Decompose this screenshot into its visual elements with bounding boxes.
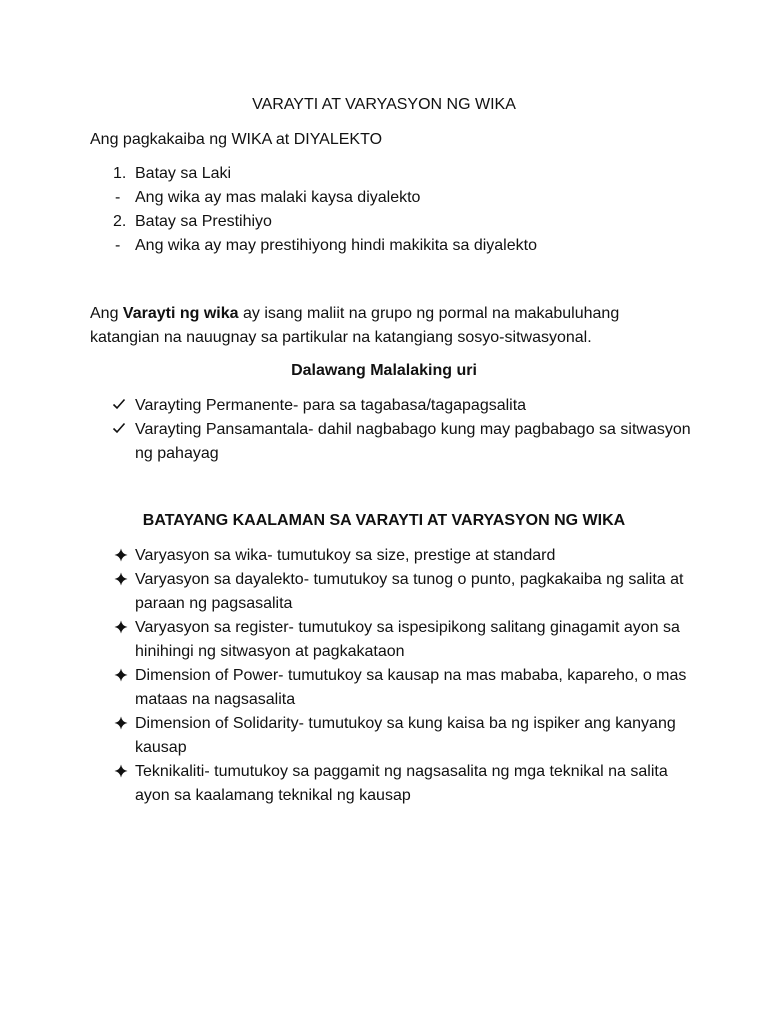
list-item: Batay sa Laki [135,165,232,182]
bullet-item: Dimension of Power- tumutukoy sa kausap na mas mababa, kapareho, o mas mataas na nagsasalita [135,667,687,708]
list-marker: 2. [113,213,127,230]
list-marker: 1. [113,165,127,182]
definition-paragraph [90,302,690,350]
diamond-bullet-icon [114,548,128,562]
bullet-item: Varyasyon sa register- tumutukoy sa ispesipikong salitang ginagamit ayon sa hinihingi ng sitwasyon at pagkakataon [135,619,680,660]
diamond-bullet-icon [114,764,128,778]
bullet-item: Varyasyon sa wika- tumutukoy sa size, prestige at standard [135,547,556,564]
checklist-item: Varayting Pansamantala- dahil nagbabago kung may pagbabago sa sitwasyon ng pahayag [135,421,691,462]
diamond-bullet-icon [114,620,128,634]
list-item: Ang wika ay mas malaki kaysa diyalekto [135,189,421,206]
paragraph-term: Varayti ng wika [122,305,239,322]
section-title: BATAYANG KAALAMAN SA VARAYTI AT VARYASYON NG WIKA [142,512,626,529]
diamond-bullet-icon [114,716,128,730]
paragraph-lead: Ang [90,305,123,322]
check-icon [112,421,126,435]
bullet-item: Dimension of Solidarity- tumutukoy sa kung kaisa ba ng ispiker ang kanyang kausap [135,715,676,756]
paragraph-rest: ay isang maliit na grupo ng pormal na makabuluhang katangian na nauugnay sa partikular na katangiang sosyo-sitwasyonal. [90,305,620,346]
list-marker: - [115,237,121,254]
bullet-item: Varyasyon sa dayalekto- tumutukoy sa tunog o punto, pagkakaiba ng salita at paraan ng pagsasalita [135,571,684,612]
checklist-item: Varayting Permanente- para sa tagabasa/tagapagsalita [135,397,527,414]
list-marker: - [115,189,121,206]
diamond-bullet-icon [114,572,128,586]
check-icon [112,397,126,411]
bullet-item: Teknikaliti- tumutukoy sa paggamit ng nagsasalita ng mga teknikal na salita ayon sa kaalamang teknikal ng kausap [135,763,668,804]
subtitle: Dalawang Malalaking uri [291,362,477,379]
document-title: VARAYTI AT VARYASYON NG WIKA [252,96,516,113]
list-item: Batay sa Prestihiyo [135,213,272,230]
diamond-bullet-icon [114,668,128,682]
intro-line: Ang pagkakaiba ng WIKA at DIYALEKTO [90,131,383,148]
list-item: Ang wika ay may prestihiyong hindi makikita sa diyalekto [135,237,537,254]
